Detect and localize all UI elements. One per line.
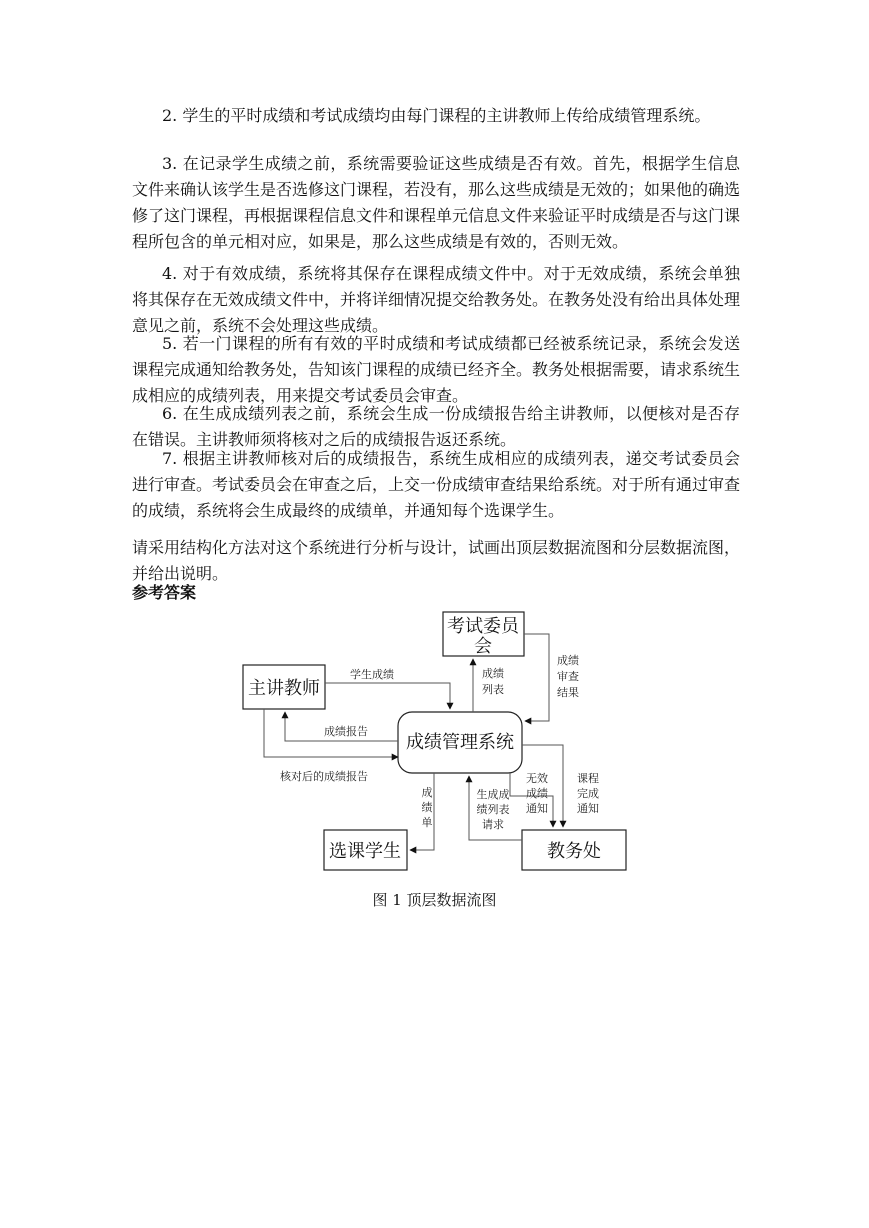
svg-text:无效: 无效 (526, 772, 548, 785)
figure-caption: 图 1 顶层数据流图 (372, 891, 497, 909)
paragraph-3: 3. 在记录学生成绩之前，系统需要验证这些成绩是否有效。首先，根据学生信息文件来确认该学生是否选修这门课程，若没有，那么这些成绩是无效的；如果他的确选修了这门课程，再根据课程信息文件和课程单元信息文件来验证平时成绩是否与这门课程所包含的单元相对应，如果是，那么这些成绩是有效的，否则无效。 (132, 154, 741, 251)
node-teacher (243, 665, 325, 709)
paragraph-4: 4. 对于有效成绩，系统将其保存在课程成绩文件中。对于无效成绩，系统会单独将其保存在无效成绩文件中，并将详细情况提交给教务处。在教务处没有给出具体处理意见之前，系统不会处理这些成绩。 (132, 264, 741, 335)
svg-text:成绩: 成绩 (557, 654, 579, 667)
svg-text:成绩: 成绩 (482, 667, 504, 680)
svg-text:会: 会 (474, 636, 492, 657)
paragraph-7: 7. 根据主讲教师核对后的成绩报告，系统生成相应的成绩列表，递交考试委员会进行审查。考试委员会在审查之后，上交一份成绩审查结果给系统。对于所有通过审查的成绩，系统将会生成最终的成绩单，并通知每个选课学生。 (132, 449, 741, 520)
node-exam-committee (443, 612, 524, 657)
svg-text:请求: 请求 (482, 818, 504, 831)
svg-text:成绩报告: 成绩报告 (324, 725, 368, 738)
svg-text:成绩管理系统: 成绩管理系统 (406, 732, 514, 753)
svg-text:单: 单 (421, 816, 433, 829)
question-text: 请采用结构化方法对这个系统进行分析与设计，试画出顶层数据流图和分层数据流图，并给出说明。 (132, 538, 741, 583)
node-academic-office (522, 830, 626, 870)
node-students (324, 830, 407, 870)
svg-text:教务处: 教务处 (547, 841, 601, 862)
svg-text:生成成: 生成成 (476, 788, 510, 801)
svg-text:通知: 通知 (526, 802, 548, 815)
answer-heading: 参考答案 (132, 583, 197, 602)
flow-score-list (473, 659, 504, 712)
flow-checked-report (264, 709, 398, 783)
paragraph-2: 2. 学生的平时成绩和考试成绩均由每门课程的主讲教师上传给成绩管理系统。 (162, 106, 711, 125)
node-grade-system (398, 712, 522, 773)
svg-text:绩列表: 绩列表 (476, 803, 510, 816)
flow-review-result (524, 634, 579, 721)
svg-text:审查: 审查 (557, 670, 579, 683)
svg-text:成: 成 (421, 786, 433, 799)
flow-invalid-notice (510, 771, 553, 827)
paragraph-6: 6. 在生成成绩列表之前，系统会生成一份成绩报告给主讲教师，以便核对是否存在错误。主讲教师须将核对之后的成绩报告返还系统。 (132, 404, 740, 449)
svg-text:选课学生: 选课学生 (329, 841, 401, 862)
svg-text:主讲教师: 主讲教师 (248, 678, 320, 699)
svg-text:课程: 课程 (577, 772, 599, 785)
svg-text:结果: 结果 (557, 686, 579, 699)
flow-transcript (410, 773, 434, 850)
paragraph-5: 5. 若一门课程的所有有效的平时成绩和考试成绩都已经被系统记录，系统会发送课程完成通知给教务处，告知该门课程的成绩已经齐全。教务处根据需要，请求系统生成相应的成绩列表，用来提交考试委员会审查。 (132, 334, 741, 405)
flow-student-scores (325, 667, 450, 709)
svg-text:成绩: 成绩 (526, 787, 548, 800)
svg-text:绩: 绩 (421, 801, 433, 814)
svg-text:列表: 列表 (482, 683, 504, 696)
flow-score-report (285, 712, 398, 741)
svg-text:通知: 通知 (577, 802, 599, 815)
svg-text:考试委员: 考试委员 (447, 616, 519, 637)
svg-text:核对后的成绩报告: 核对后的成绩报告 (280, 770, 368, 783)
flow-generate-request (469, 776, 522, 840)
svg-text:完成: 完成 (577, 787, 599, 800)
svg-text:学生成绩: 学生成绩 (350, 668, 394, 681)
